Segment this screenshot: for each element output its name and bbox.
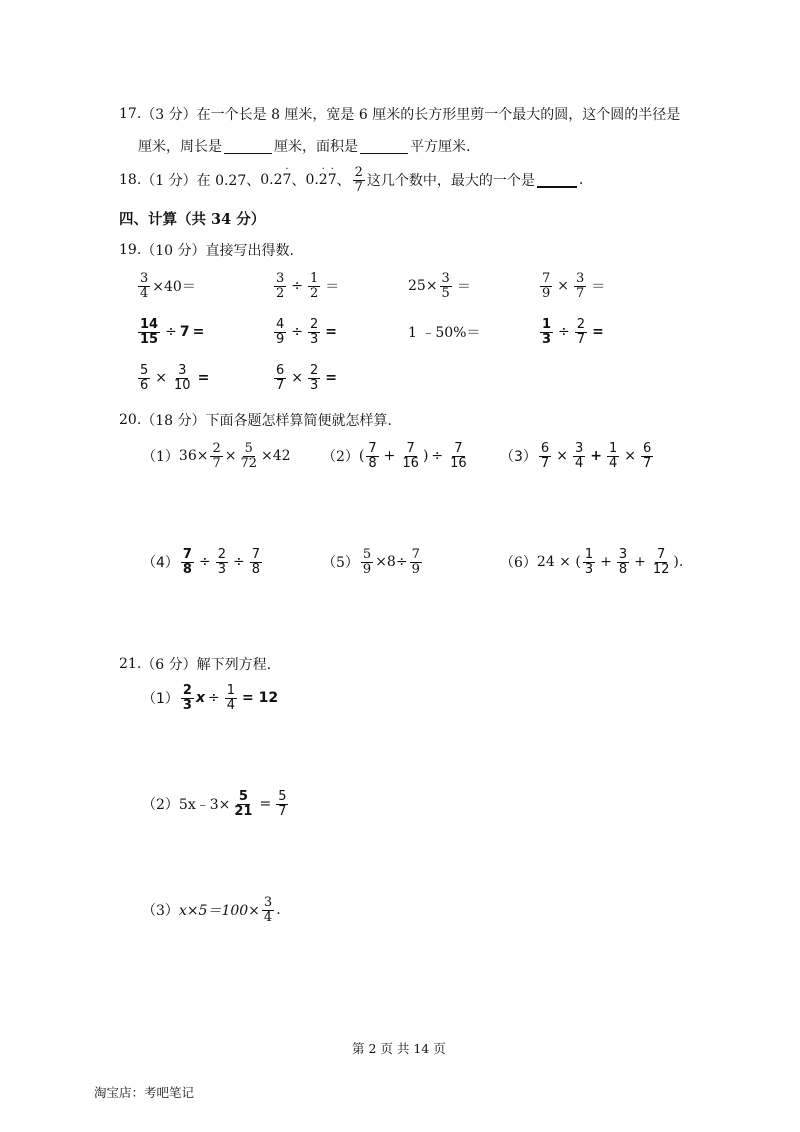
q18-text-after: 这几个数中，最大的一个是 [366,173,535,190]
q17-blank-area[interactable] [360,139,408,154]
q18-item3: 0.2 · 7 · [305,164,337,189]
q21-number: 21. [119,656,142,672]
q21-score: （6 分） [141,657,197,673]
q19-r2c4: $\frac{1}{3}$ ÷ $\frac{2}{7}$ = [542,317,604,347]
q19-r1c3: 25× $\frac{3}{5}$ ＝ [408,271,471,301]
q17-blank-circumference[interactable] [224,139,272,154]
q18-end: . [578,172,584,189]
q17-line1 [119,104,680,124]
q19-r1c1: $\frac{3}{4}$ ×40＝ [140,271,196,301]
q19-header [119,240,294,260]
q18-item2: 0.27 · [260,164,292,189]
q21-instruction: 解下列方程. [196,657,272,673]
q19-r2c2: $\frac{4}{9}$ ÷ $\frac{2}{3}$ = [276,317,338,347]
q20-instruction: 下面各题怎样算简便就怎样算. [205,413,392,429]
q19-number: 19. [119,242,142,258]
q19-score: （10 分） [141,243,206,259]
q20-p1: （1） 36× $\frac{2}{7}$ × $\frac{5}{72}$ ×42 [142,441,291,471]
q20-score: （18 分） [141,413,206,429]
q17-number: 17. [119,106,142,122]
q17-score: （3 分） [141,107,197,123]
q19-instruction: 直接写出得数. [205,243,294,259]
q19-r1c2: $\frac{3}{2}$ ÷ $\frac{1}{2}$ ＝ [276,271,340,301]
q19-r1c4: $\frac{7}{9}$ × $\frac{3}{7}$ ＝ [542,271,606,301]
q17-line2 [138,136,470,156]
q20-number: 20. [119,412,142,428]
q18-answer-blank[interactable] [537,172,577,188]
q18-score: （1 分） [141,173,197,190]
q21-e1: （1） $\frac{2}{3}$ x ÷ $\frac{1}{4}$ = 12 [142,683,279,713]
shop-watermark: 淘宝店：考吧笔记 [94,1085,195,1100]
q21-header [119,654,271,674]
q18-line [119,166,583,194]
q18-sep2: 、 [336,173,351,190]
section4-title: 四、计算（共 34 分） [119,211,266,228]
q19-r3c2: $\frac{6}{7}$ × $\frac{2}{3}$ = [276,363,338,393]
q17-text2a: 厘米，周长是 [138,139,222,155]
q21-e3: （3） x×5＝100× $\frac{3}{4}$ . [142,895,281,925]
q18-sep1: 、 [291,173,306,190]
q20-p3: （3） $\frac{6}{7}$ × $\frac{3}{4}$ + $\frac{1}{4}$ × $\frac{6}{7}$ [500,441,652,471]
q18-text-before: 在 0.27、 [196,173,261,190]
q20-p5: （5） $\frac{5}{9}$ ×8÷ $\frac{7}{9}$ [322,547,420,577]
q19-r3c1: $\frac{5}{6}$ × $\frac{3}{10}$ = [140,363,210,393]
q19-r2c1: $\frac{14}{15}$ ÷ 7 = [140,317,205,347]
q19-r2c3: 1 ﹣50%＝ [408,325,481,341]
q17-text2c: 平方厘米. [410,139,471,155]
q20-p4: （4） $\frac{7}{8}$ ÷ $\frac{2}{3}$ ÷ $\frac{7}{8}$ [142,547,260,577]
q20-p6: （6） 24 × ( $\frac{1}{3}$ + $\frac{3}{8}$ + $\frac{7}{12}$ ). [500,547,684,577]
q18-fraction: $\frac{2}{7}$ [354,165,363,195]
q21-e2: （2） 5x﹣3× $\frac{5}{21}$ = $\frac{5}{7}$ [142,789,287,819]
q20-header [119,410,392,430]
q18-number: 18. [119,172,142,189]
q20-p2: （2） ( $\frac{7}{8}$ + $\frac{7}{16}$ ) ÷ $\frac{7}{16}$ [322,441,467,471]
q17-text2b: 厘米，面积是 [274,139,358,155]
q17-text1: 在一个长是 8 厘米，宽是 6 厘米的长方形里剪一个最大的圆，这个圆的半径是 [196,107,681,123]
page-number: 第 2 页 共 14 页 [352,1041,446,1056]
